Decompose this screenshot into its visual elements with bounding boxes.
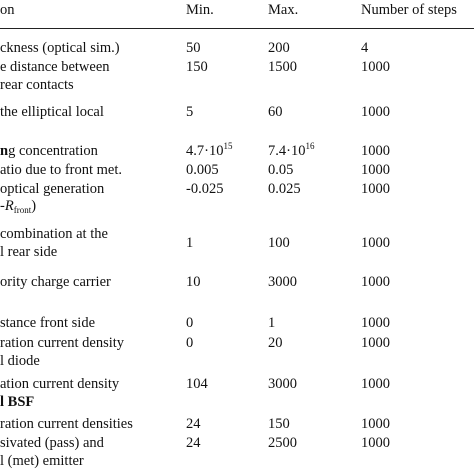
row-3-max-base: 7.4·10 [268,143,306,159]
row-0-max: 200 [268,40,290,56]
header-steps: Number of steps [361,2,457,18]
row-6-param-line-1: combination at the [0,226,108,242]
header-min: Min. [186,2,214,18]
row-3-min-exponent: 15 [223,141,233,151]
row-5-steps: 1000 [361,181,390,197]
row-11-min: 24 [186,416,201,432]
row-2-param: the elliptical local [0,104,104,120]
row-6-max: 100 [268,235,290,251]
row-10-max: 3000 [268,376,297,392]
row-3-steps: 1000 [361,143,390,159]
row-4-min: 0.005 [186,162,219,178]
row-3-param-text: g concentration [8,143,98,159]
row-11-param-line-2: sivated (pass) and [0,435,104,451]
row-8-min: 0 [186,315,194,331]
row-7-steps: 1000 [361,274,390,290]
row-5-param-subscript: front [13,205,32,215]
row-9-param-line-2: l diode [0,353,40,369]
row-2-steps: 1000 [361,104,390,120]
row-5-param-minus: - [0,198,5,214]
row-7-max: 3000 [268,274,297,290]
row-4-steps: 1000 [361,162,390,178]
row-8-max: 1 [268,315,276,331]
row-4-param: atio due to front met. [0,162,123,178]
row-7-param: ority charge carrier [0,274,111,290]
row-12-steps: 1000 [361,435,390,451]
row-3-param-prefix: n [0,143,9,159]
row-5-param-line-1: optical generation [0,181,105,197]
row-0-steps: 4 [361,40,369,56]
row-11-param-line-1: ration current densities [0,416,133,432]
row-3-param [0,143,98,159]
row-9-min: 0 [186,335,194,351]
row-1-param-line-1: e distance between [0,59,110,75]
row-8-param: stance front side [0,315,96,331]
row-2-min: 5 [186,104,194,120]
row-3-max-exponent: 16 [305,141,315,151]
row-8-steps: 1000 [361,315,390,331]
row-0-param: ckness (optical sim.) [0,40,120,56]
row-5-param-line-2: $-R_{front}$) [0,198,37,215]
row-2-max: 60 [268,104,283,120]
row-11-max: 150 [268,416,290,432]
row-7-min: 10 [186,274,201,290]
row-11-param-line-3: l (met) emitter [0,453,84,469]
header-rule [0,28,474,29]
header-max: Max. [268,2,299,18]
header-parameter: on [0,2,15,18]
row-9-param-line-1: ration current density [0,335,125,351]
row-12-min: 24 [186,435,201,451]
row-5-min: -0.025 [186,181,224,197]
row-1-max: 1500 [268,59,297,75]
row-10-min: 104 [186,376,208,392]
row-6-min: 1 [186,235,194,251]
row-11-steps: 1000 [361,416,390,432]
row-6-param-line-2: l rear side [0,244,58,260]
row-10-param-line-1: ation current density [0,376,120,392]
row-3-max [268,143,314,159]
row-9-max: 20 [268,335,283,351]
row-6-steps: 1000 [361,235,390,251]
row-9-steps: 1000 [361,335,390,351]
row-5-max: 0.025 [268,181,301,197]
row-10-steps: 1000 [361,376,390,392]
row-1-param-line-2: rear contacts [0,77,74,93]
row-1-steps: 1000 [361,59,390,75]
row-4-max: 0.05 [268,162,294,178]
row-10-param-line-2: l BSF [0,394,35,410]
row-0-min: 50 [186,40,201,56]
row-1-min: 150 [186,59,208,75]
row-12-max: 2500 [268,435,297,451]
row-5-param-symbol: R [4,198,14,214]
row-3-min-base: 4.7·10 [186,143,224,159]
row-3-min [186,143,232,159]
